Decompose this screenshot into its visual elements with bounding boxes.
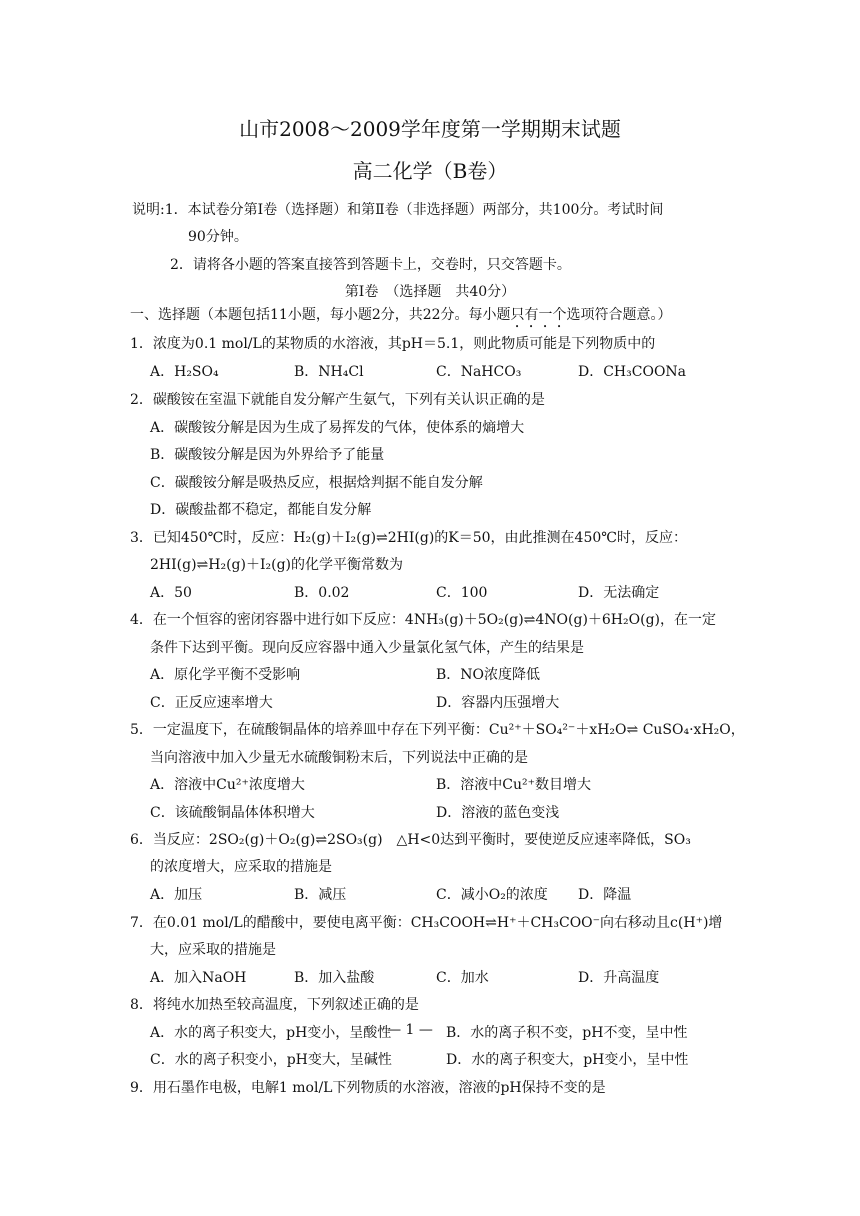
q6-option-d: D．降温 [578,887,632,903]
question-4: 4．在一个恒容的密闭容器中进行如下反应：4NH₃(g)＋5O₂(g)⇌4NO(g)＋6H₂O(g)，在一定 [130,612,716,628]
q7-option-a: A．加入NaOH [150,970,247,986]
q5-option-b: B．溶液中Cu²⁺数目增大 [436,777,592,793]
q3-option-d: D．无法确定 [578,585,660,601]
question-2: 2．碳酸铵在室温下就能自发分解产生氨气，下列有关认识正确的是 [130,392,545,408]
question-1: 1．浓度为0.1 mol/L的某物质的水溶液，其pH＝5.1，则此物质可能是下列物质中的 [130,336,656,352]
q2-option-c: C．碳酸铵分解是吸热反应，根据焓判据不能自发分解 [150,475,483,491]
q2-option-b: B．碳酸铵分解是因为外界给予了能量 [150,447,385,463]
question-5-cont: 当向溶液中加入少量无水硫酸铜粉末后，下列说法中正确的是 [150,750,528,766]
part-heading: 第Ⅰ卷 （选择题 共40分） [344,284,516,300]
q4-option-c: C．正反应速率增大 [150,695,273,711]
q2-option-a: A．碳酸铵分解是因为生成了易挥发的气体，使体系的熵增大 [150,420,525,436]
question-4-cont: 条件下达到平衡。现向反应容器中通入少量氯化氢气体，产生的结果是 [150,640,584,656]
q1-option-b: B．NH₄Cl [294,364,364,380]
exam-title: 山市2008～2009学年度第一学期期末试题 [239,117,621,141]
question-3: 3．已知450℃时，反应：H₂(g)＋I₂(g)⇌2HI(g)的K＝50，由此推测在450℃时，反应： [130,530,687,546]
q5-option-d: D．溶液的蓝色变浅 [436,805,560,821]
question-7: 7．在0.01 mol/L的醋酸中，要使电离平衡：CH₃COOH⇌H⁺＋CH₃COO⁻向右移动且c(H⁺)增 [130,915,723,931]
q6-option-b: B．减压 [294,887,347,903]
question-9: 9．用石墨作电极，电解1 mol/L下列物质的水溶液，溶液的pH保持不变的是 [130,1080,606,1096]
question-5: 5．一定温度下，在硫酸铜晶体的培养皿中存在下列平衡：Cu²⁺＋SO₄²⁻＋xH₂O⇌ CuSO₄·xH₂O， [130,722,745,738]
q7-option-c: C．加水 [436,970,489,986]
section-heading-emphasis: 只有一个 [510,307,567,323]
q1-option-a: A．H₂SO₄ [150,364,219,380]
q8-option-d: D．水的离子积变大，pH变小，呈中性 [446,1052,689,1068]
question-7-cont: 大，应采取的措施是 [150,942,276,958]
question-3-cont: 2HI(g)⇌H₂(g)＋I₂(g)的化学平衡常数为 [150,557,403,573]
page-number: — 1 — [387,1022,433,1038]
exam-subtitle: 高二化学（B卷） [352,159,508,183]
q8-option-c: C．水的离子积变小，pH变大，呈碱性 [150,1052,392,1068]
question-8: 8．将纯水加热至较高温度，下列叙述正确的是 [130,997,419,1013]
note-2: 2．请将各小题的答案直接答到答题卡上，交卷时，只交答题卡。 [170,257,571,273]
section-heading [130,305,672,325]
q1-option-d: D．CH₃COONa [578,364,687,380]
q5-option-c: C．该硫酸铜晶体体积增大 [150,805,315,821]
q6-option-a: A．加压 [150,887,203,903]
note-1-cont: 90分钟。 [188,229,248,245]
q8-option-b: B．水的离子积不变，pH不变，呈中性 [446,1025,688,1041]
q4-option-a: A．原化学平衡不受影响 [150,667,301,683]
q3-option-c: C．100 [436,585,488,601]
q1-option-c: C．NaHCO₃ [436,364,522,380]
q3-option-a: A．50 [150,585,192,601]
q7-option-d: D．升高温度 [578,970,660,986]
q7-option-b: B．加入盐酸 [294,970,375,986]
q6-option-c: C．减小O₂的浓度 [436,887,548,903]
q4-option-d: D．容器内压强增大 [436,695,560,711]
section-heading-text: 一、选择题（本题包括11小题，每小题2分，共22分。每小题 [130,307,511,323]
q2-option-d: D．碳酸盐都不稳定，都能自发分解 [150,502,372,518]
question-6-cont: 的浓度增大，应采取的措施是 [150,859,332,875]
q5-option-a: A．溶液中Cu²⁺浓度增大 [150,777,305,793]
note-1: 说明:1．本试卷分第Ⅰ卷（选择题）和第Ⅱ卷（非选择题）两部分，共100分。考试时间 [132,202,664,218]
question-6: 6．当反应：2SO₂(g)＋O₂(g)⇌2SO₃(g) △H<0达到平衡时，要使逆反应速率降低，SO₃ [130,832,691,848]
section-heading-tail: 选项符合题意。） [566,307,672,323]
q4-option-b: B．NO浓度降低 [436,667,541,683]
q8-option-a: A．水的离子积变大，pH变小，呈酸性 [150,1025,392,1041]
q3-option-b: B．0.02 [294,585,350,601]
